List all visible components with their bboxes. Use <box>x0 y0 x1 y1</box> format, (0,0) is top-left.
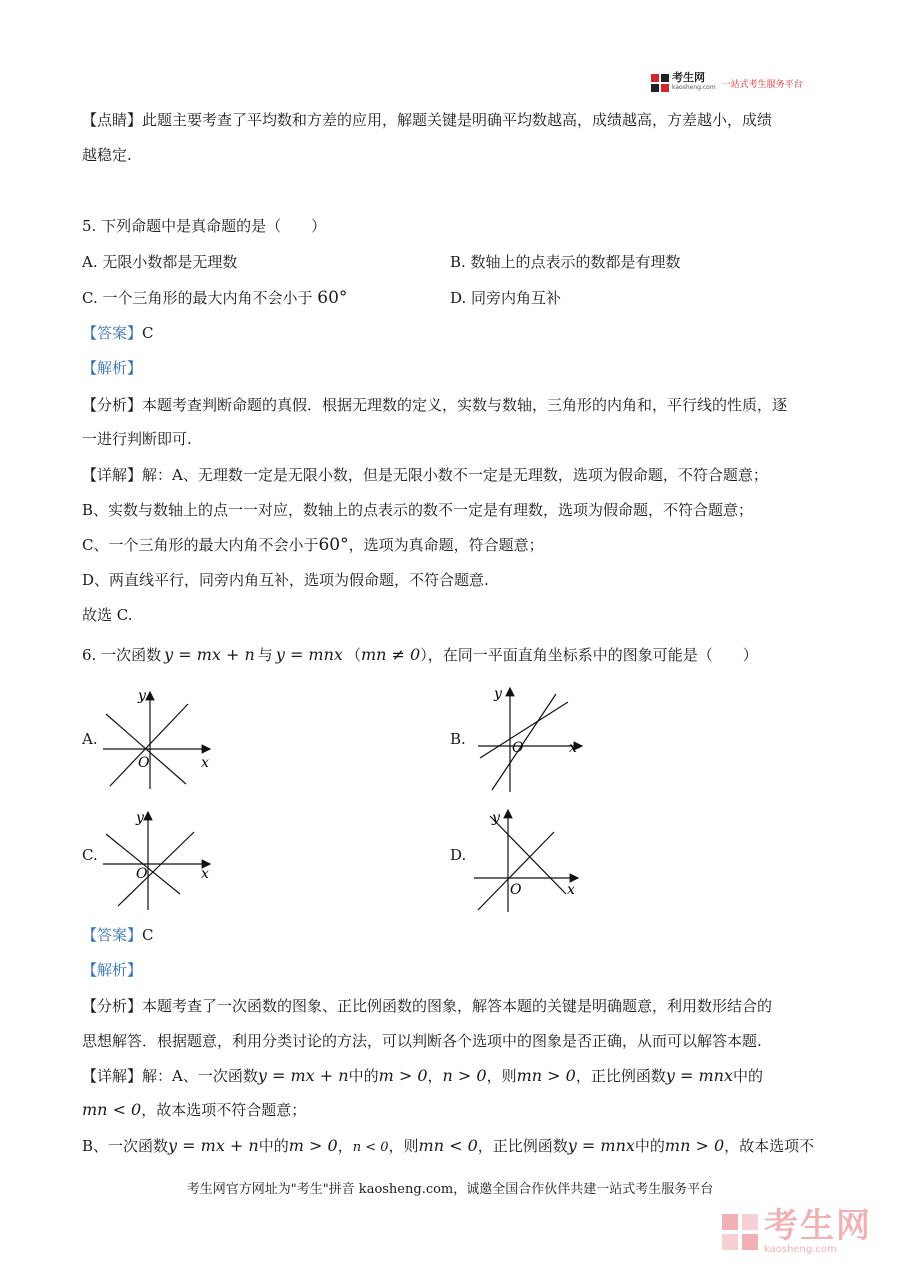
q5-option-c-value: 60° <box>317 288 348 308</box>
q4-dianjing-line1: 【点睛】此题主要考查了平均数和方差的应用，解题关键是明确平均数越高，成绩越高，方差越小，成绩 <box>82 111 773 129</box>
y-label: y <box>136 810 144 826</box>
logo-mark-icon <box>651 74 669 92</box>
watermark-domain: kaosheng.com <box>764 1244 837 1255</box>
q6-label-d: D. <box>450 846 467 864</box>
q5-conclusion: 故选 C. <box>82 606 133 624</box>
q5-option-c: C. 一个三角形的最大内角不会小于 60° <box>82 288 348 308</box>
answer-value: C <box>142 926 154 944</box>
answer-value: C <box>142 324 154 342</box>
line-1 <box>480 702 568 758</box>
q5-detail-a: 【详解】解：A、无理数一定是无限小数，但是无限小数不一定是无理数，选项为假命题，不符合题意； <box>82 466 768 484</box>
q6-detail-b-line1: B、一次函数y = mx + n中的m > 0，n < 0，则mn < 0，正比例函数y = mnx中的mn > 0，故本选项不 <box>82 1136 815 1155</box>
line-2 <box>492 694 556 790</box>
line-2 <box>478 832 554 910</box>
q6-graph-b <box>470 684 590 794</box>
x-label: x <box>201 755 209 771</box>
answer-tag: 【答案】 <box>82 324 143 342</box>
q6-graph-a <box>98 684 218 794</box>
q6-stem: 6. 一次函数 y = mx + n 与 y = mnx （mn ≠ 0），在同一平面直角坐标系中的图象可能是（ ） <box>82 645 758 664</box>
q5-fenxi-line1: 【分析】本题考查判断命题的真假．根据无理数的定义，实数与数轴，三角形的内角和，平行线的性质，逐 <box>82 396 788 414</box>
origin-label: O <box>510 882 522 898</box>
q6-answer <box>82 925 154 945</box>
line-2 <box>110 704 188 786</box>
x-label: x <box>201 866 209 882</box>
watermark-name: 考生网 <box>764 1206 872 1246</box>
dianjing-tag: 【点睛】 <box>82 111 143 129</box>
answer-tag: 【答案】 <box>82 926 143 944</box>
watermark <box>722 1208 872 1256</box>
q5-detail-d: D、两直线平行，同旁内角互补，选项为假命题，不符合题意. <box>82 571 489 589</box>
q6-detail-a-line2: mn < 0，故本选项不符合题意； <box>82 1100 307 1119</box>
q5-answer <box>82 323 154 343</box>
y-label: y <box>138 688 146 704</box>
logo-slogan: 一站式考生服务平台 <box>721 79 803 90</box>
logo-domain: kaosheng.com <box>672 84 716 91</box>
line-2 <box>118 832 194 906</box>
line-1 <box>490 816 566 894</box>
origin-label: O <box>136 866 148 882</box>
q4-dianjing-line2: 越稳定. <box>82 146 132 164</box>
x-label: x <box>567 882 575 898</box>
q6-graph-d <box>470 806 590 916</box>
q5-fenxi-line2: 一进行判断即可. <box>82 430 192 448</box>
q5-detail-c: C、一个三角形的最大内角不会小于60°，选项为真命题，符合题意； <box>82 535 544 555</box>
q6-graph-c <box>98 806 218 916</box>
header-logo <box>651 72 803 94</box>
origin-label: O <box>138 755 150 771</box>
y-label: y <box>492 810 500 826</box>
q6-detail-a-line1: 【详解】解：A、一次函数y = mx + n中的m > 0，n > 0，则mn > 0，正比例函数y = mnx中的 <box>82 1066 763 1085</box>
q5-analysis-tag: 【解析】 <box>82 359 143 377</box>
q6-analysis-tag: 【解析】 <box>82 961 143 979</box>
q6-label-b: B. <box>450 730 466 748</box>
q6-fenxi-line1: 【分析】本题考查了一次函数的图象、正比例函数的图象，解答本题的关键是明确题意，利用数形结合的 <box>82 997 773 1015</box>
y-label: y <box>494 686 502 702</box>
x-label: x <box>569 740 577 756</box>
q6-label-c: C. <box>82 846 98 864</box>
page-footer: 考生网官方网址为"考生"拼音 kaosheng.com，诚邀全国合作伙伴共建一站式考生服务平台 <box>186 1182 714 1197</box>
watermark-logo-icon <box>722 1214 758 1250</box>
q5-option-b: B. 数轴上的点表示的数都是有理数 <box>450 253 681 271</box>
logo-name: 考生网 <box>672 71 705 84</box>
q6-label-a: A. <box>82 730 98 748</box>
q5-option-a: A. 无限小数都是无理数 <box>82 253 238 271</box>
q6-fenxi-line2: 思想解答．根据题意，利用分类讨论的方法，可以判断各个选项中的图象是否正确，从而可以解答本题. <box>82 1032 762 1050</box>
q5-detail-b: B、实数与数轴上的点一一对应，数轴上的点表示的数不一定是有理数，选项为假命题，不符合题意； <box>82 501 754 519</box>
q5-option-d: D. 同旁内角互补 <box>450 289 562 307</box>
q5-stem: 5. 下列命题中是真命题的是（ ） <box>82 217 327 235</box>
origin-label: O <box>512 740 524 756</box>
